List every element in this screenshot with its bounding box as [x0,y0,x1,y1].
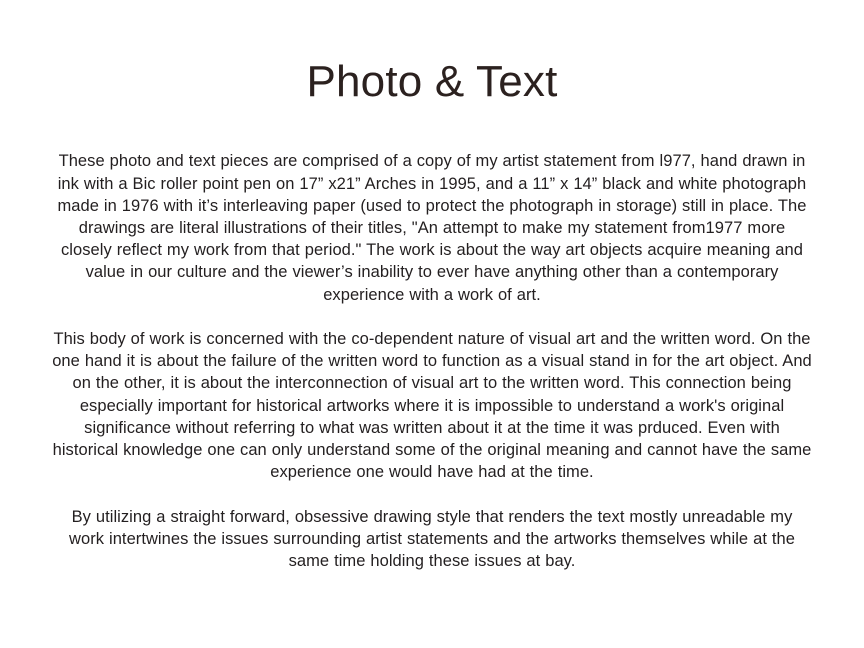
document-body [52,106,812,572]
paragraph: These photo and text pieces are comprised of a copy of my artist statement from l977, hand drawn in ink with a Bic roller point pen on 17” x21” Arches in 1995, and a 11” x 14” black and white photograph made in 1976 with it’s interleaving paper (used to protect the photograph in storage) still in place. The drawings are literal illustrations of their titles, "An attempt to make my statement from1977 more closely reflect my work from that period." The work is about the way art objects acquire meaning and value in our culture and the viewer’s inability to ever have anything other than a contemporary experience with a work of art. [57,152,807,304]
paragraph: This body of work is concerned with the co-dependent nature of visual art and the written word. On the one hand it is about the failure of the written word to function as a visual stand in for the art object. And on the other, it is about the interconnection of visual art to the written word. This connection being especially important for historical artworks where it is impossible to understand a work's original significance without referring to what was written about it at the time it was prduced. Even with historical knowledge one can only understand some of the original meaning and cannot have the same experience one would have had at the time. [52,330,812,482]
paragraph: By utilizing a straight forward, obsessive drawing style that renders the text mostly unreadable my work intertwines the issues surrounding artist statements and the artworks themselves while at the same time holding these issues at bay. [69,507,795,571]
page-title: Photo & Text [306,57,558,106]
